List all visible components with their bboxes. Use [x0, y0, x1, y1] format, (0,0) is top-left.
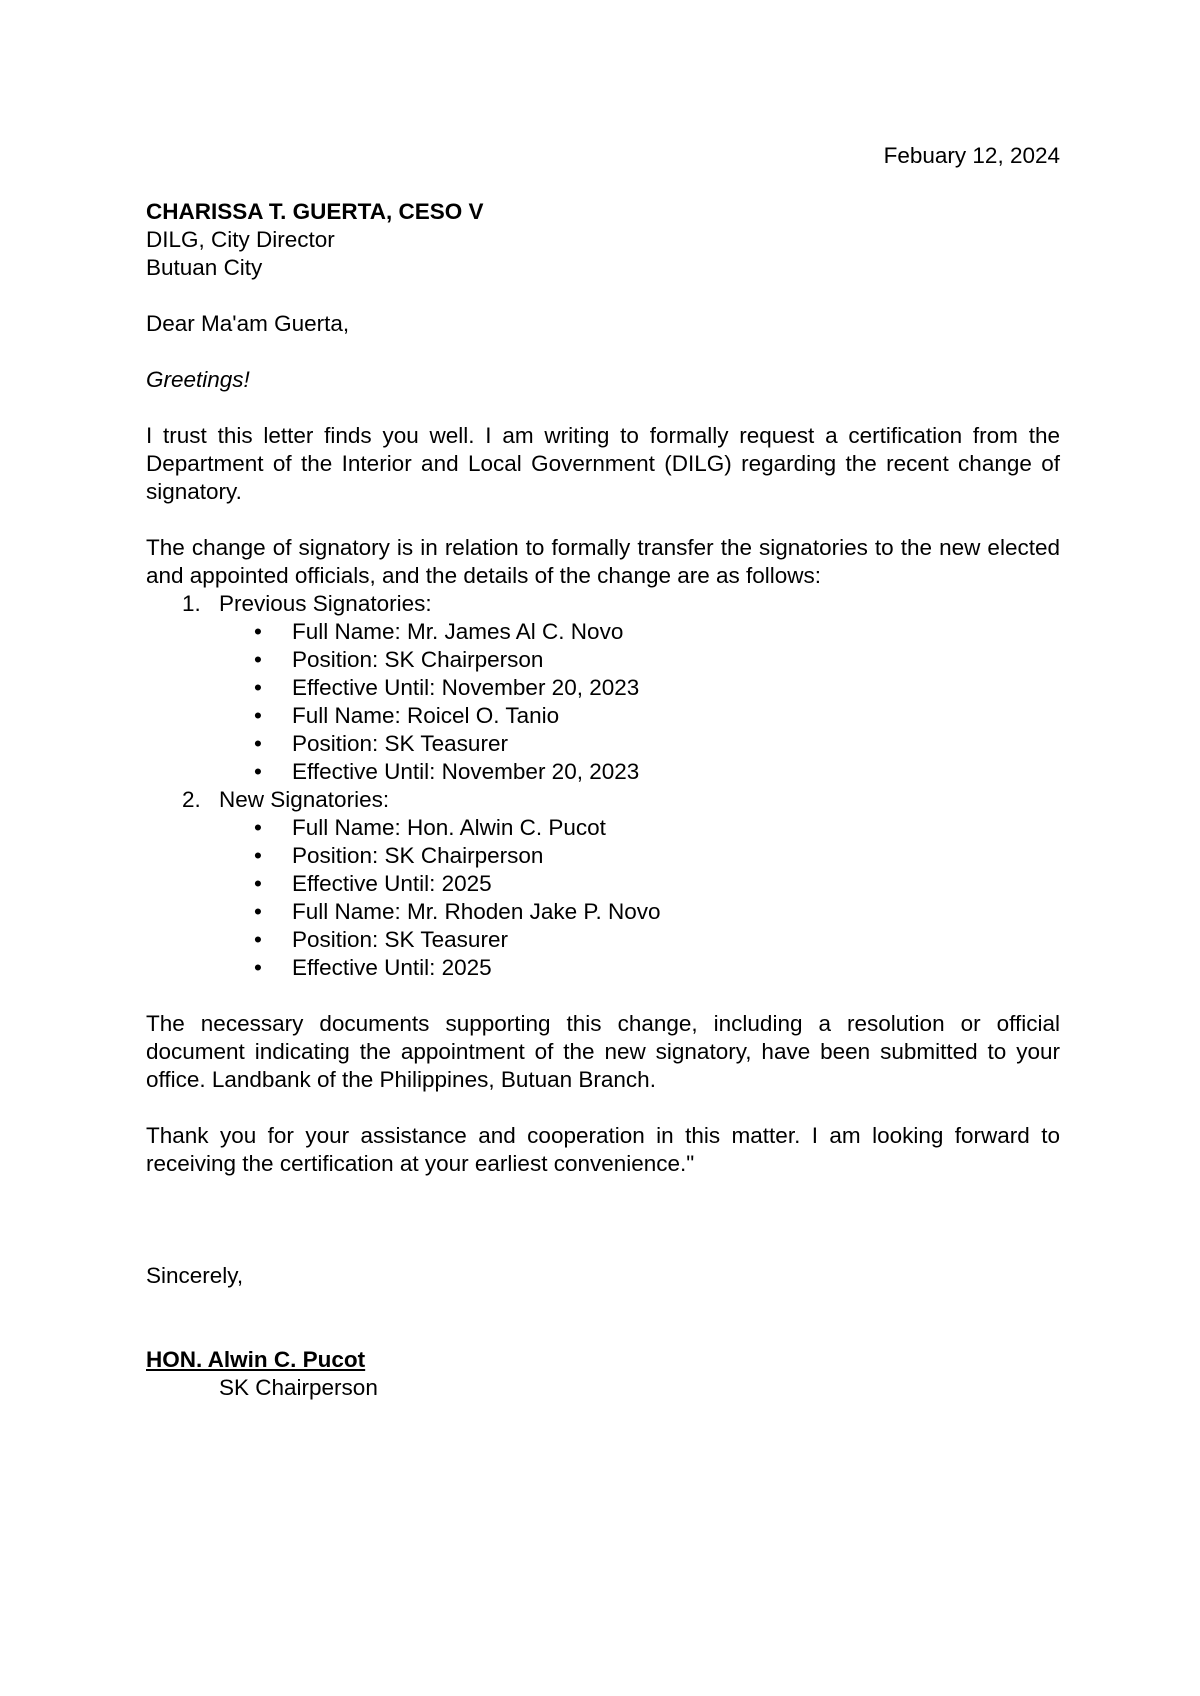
bullet-icon: •: [254, 899, 262, 924]
bullet-icon: •: [254, 955, 262, 980]
recipient-title: DILG, City Director: [146, 227, 335, 252]
list-item-text: Full Name: Mr. James Al C. Novo: [292, 619, 624, 644]
list-item: [146, 870, 1060, 898]
recipient-block: [146, 198, 1060, 282]
bullet-icon: •: [254, 843, 262, 868]
list-item-text: Position: SK Chairperson: [292, 647, 544, 672]
list-item: [146, 674, 1060, 702]
list-item-text: Full Name: Hon. Alwin C. Pucot: [292, 815, 606, 840]
bullet-icon: •: [254, 927, 262, 952]
signatory-section-new: [146, 786, 1060, 982]
signatory-section-previous: [146, 590, 1060, 786]
list-item-text: Effective Until: 2025: [292, 871, 492, 896]
list-item: [146, 954, 1060, 982]
bullet-icon: •: [254, 871, 262, 896]
salutation: Dear Ma'am Guerta,: [146, 311, 350, 336]
list-item: [146, 898, 1060, 926]
signatory-title: SK Chairperson: [219, 1375, 378, 1400]
bullet-icon: •: [254, 731, 262, 756]
list-item: [146, 730, 1060, 758]
signatory-name: HON. Alwin C. Pucot: [146, 1347, 366, 1372]
list-item-text: Position: SK Chairperson: [292, 843, 544, 868]
details-intro-paragraph: The change of signatory is in relation to formally transfer the signatories to the new elected and appointed officials, and the details of the change are as follows:: [146, 535, 1060, 588]
list-item: [146, 646, 1060, 674]
signature-block: [146, 1346, 1060, 1402]
list-item-text: Effective Until: November 20, 2023: [292, 759, 640, 784]
letter-page: [146, 142, 1060, 1402]
section-number: 1.: [182, 591, 201, 616]
bullet-icon: •: [254, 619, 262, 644]
list-item-text: Effective Until: 2025: [292, 955, 492, 980]
section-heading-text: Previous Signatories:: [219, 591, 432, 616]
list-item: [146, 814, 1060, 842]
bullet-icon: •: [254, 703, 262, 728]
list-item: [146, 842, 1060, 870]
bullet-icon: •: [254, 759, 262, 784]
list-item-text: Full Name: Roicel O. Tanio: [292, 703, 560, 728]
list-item: [146, 926, 1060, 954]
closing: Sincerely,: [146, 1263, 244, 1288]
documents-paragraph: The necessary documents supporting this change, including a resolution or official document indicating the appointment of the new signatory, have been submitted to your office. Landbank of the Philippines, Butuan Branch.: [146, 1011, 1060, 1092]
list-item: [146, 618, 1060, 646]
recipient-name: CHARISSA T. GUERTA, CESO V: [146, 199, 484, 224]
bullet-icon: •: [254, 675, 262, 700]
list-item-text: Position: SK Teasurer: [292, 731, 508, 756]
bullet-icon: •: [254, 647, 262, 672]
list-item-text: Effective Until: November 20, 2023: [292, 675, 640, 700]
section-number: 2.: [182, 787, 201, 812]
list-item: [146, 758, 1060, 786]
list-item: [146, 702, 1060, 730]
bullet-icon: •: [254, 815, 262, 840]
list-item-text: Full Name: Mr. Rhoden Jake P. Novo: [292, 899, 661, 924]
letter-date: Febuary 12, 2024: [883, 143, 1060, 168]
section-heading: [146, 786, 1060, 814]
section-heading-text: New Signatories:: [219, 787, 390, 812]
closing-paragraph: Thank you for your assistance and cooperation in this matter. I am looking forward to receiving the certification at your earliest convenience.": [146, 1123, 1060, 1176]
list-item-text: Position: SK Teasurer: [292, 927, 508, 952]
greeting: Greetings!: [146, 367, 250, 392]
recipient-location: Butuan City: [146, 255, 263, 280]
section-heading: [146, 590, 1060, 618]
intro-paragraph: I trust this letter finds you well. I am writing to formally request a certification from the Department of the Interior and Local Government (DILG) regarding the recent change of signatory.: [146, 423, 1060, 504]
